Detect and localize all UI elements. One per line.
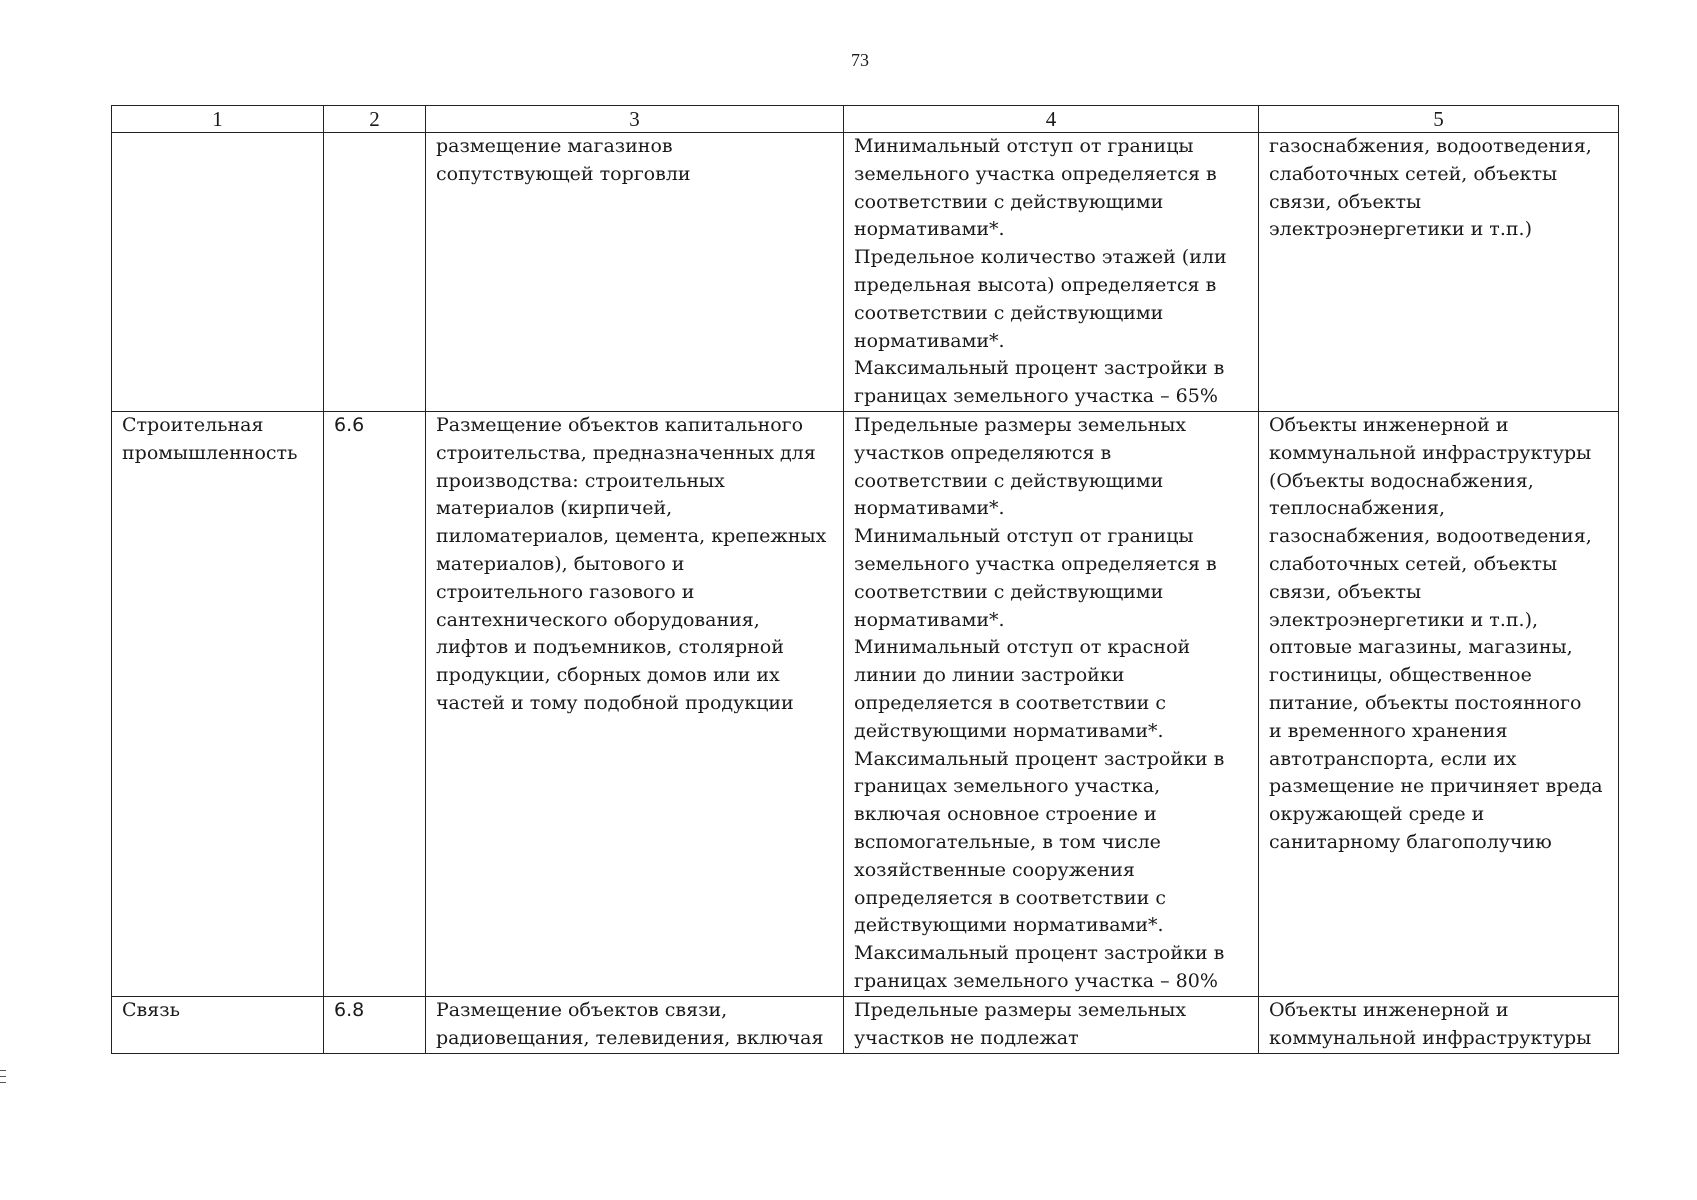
- cell-text-line: включая основное строение и: [854, 803, 1157, 826]
- auxiliary-uses-cell: [1259, 997, 1619, 1054]
- cell-text-line: питание, объекты постоянного: [1269, 691, 1582, 714]
- cell-text-line: земельного участка определяется в: [854, 552, 1217, 575]
- header-col-3: 3: [426, 106, 844, 133]
- cell-text-line: оптовые магазины, магазины,: [1269, 636, 1573, 659]
- cell-text-line: Предельные размеры земельных: [854, 999, 1187, 1021]
- page-number: 73: [851, 50, 869, 70]
- cell-text-line: соответствии с действующими: [854, 301, 1164, 324]
- cell-text-line: электроэнергетики и т.п.): [1269, 218, 1532, 241]
- scan-edge-marks: [0, 1070, 6, 1100]
- use-code-cell: [324, 997, 426, 1054]
- cell-text-line: автотранспорта, если их: [1269, 747, 1517, 770]
- cell-text-line: линии до линии застройки: [854, 664, 1125, 687]
- cell-text-line: производства: строительных: [436, 469, 725, 492]
- use-name-cell: [112, 412, 324, 997]
- cell-text-line: Предельные размеры земельных: [854, 414, 1187, 436]
- use-name-cell: [112, 997, 324, 1054]
- cell-text-line: связи, объекты: [1269, 580, 1422, 603]
- cell-text-line: слаботочных сетей, объекты: [1269, 162, 1558, 185]
- cell-text-line: определяется в соответствии с: [854, 691, 1167, 714]
- cell-text-line: Максимальный процент застройки в: [854, 747, 1225, 770]
- auxiliary-uses-cell: [1259, 133, 1619, 412]
- cell-text-line: газоснабжения, водоотведения,: [1269, 135, 1592, 157]
- table-row: [112, 997, 1619, 1054]
- cell-text-line: участков определяются в: [854, 441, 1112, 464]
- cell-text-line: окружающей среде и: [1269, 803, 1485, 826]
- cell-text-line: Строительная: [122, 414, 264, 436]
- cell-text-line: нормативами*.: [854, 497, 1005, 520]
- cell-text-line: сопутствующей торговли: [436, 162, 691, 185]
- cell-text-line: связи, объекты: [1269, 190, 1422, 213]
- scan-mark: [0, 1076, 6, 1077]
- cell-text-line: Размещение объектов капитального: [436, 414, 804, 436]
- parameters-cell: [844, 133, 1259, 412]
- cell-text-line: электроэнергетики и т.п.),: [1269, 608, 1539, 631]
- cell-text-line: определяется в соответствии с: [854, 886, 1167, 909]
- cell-text-line: размещение магазинов: [436, 135, 673, 157]
- cell-text-line: Размещение объектов связи,: [436, 999, 728, 1021]
- use-code: 6.6: [334, 414, 365, 436]
- cell-text-line: Связь: [122, 999, 180, 1021]
- header-col-1: 1: [112, 106, 324, 133]
- parameters-cell: [844, 997, 1259, 1054]
- cell-text-line: и временного хранения: [1269, 719, 1508, 742]
- table-row: [112, 412, 1619, 997]
- cell-text-line: промышленность: [122, 441, 298, 464]
- cell-text-line: действующими нормативами*.: [854, 914, 1164, 937]
- use-code: 6.8: [334, 999, 365, 1021]
- cell-text-line: действующими нормативами*.: [854, 719, 1164, 742]
- cell-text-line: Минимальный отступ от границы: [854, 135, 1194, 157]
- use-description-cell: [426, 997, 844, 1054]
- cell-text-line: границах земельного участка – 80%: [854, 969, 1218, 992]
- cell-text-line: соответствии с действующими: [854, 469, 1164, 492]
- cell-text-line: нормативами*.: [854, 329, 1005, 352]
- header-col-2: 2: [324, 106, 426, 133]
- cell-text-line: соответствии с действующими: [854, 580, 1164, 603]
- cell-text-line: хозяйственные сооружения: [854, 858, 1135, 881]
- cell-text-line: строительства, предназначенных для: [436, 441, 816, 464]
- cell-text-line: газоснабжения, водоотведения,: [1269, 525, 1592, 548]
- table-row: [112, 133, 1619, 412]
- cell-text-line: радиовещания, телевидения, включая: [436, 1026, 824, 1049]
- cell-text-line: слаботочных сетей, объекты: [1269, 552, 1558, 575]
- cell-text-line: санитарному благополучию: [1269, 830, 1552, 853]
- cell-text-line: сантехнического оборудования,: [436, 608, 760, 631]
- header-col-4: 4: [844, 106, 1259, 133]
- cell-text-line: Объекты инженерной и: [1269, 414, 1509, 436]
- cell-text-line: материалов (кирпичей,: [436, 497, 673, 520]
- cell-text-line: границах земельного участка – 65%: [854, 385, 1218, 408]
- cell-text-line: предельная высота) определяется в: [854, 273, 1217, 296]
- use-code-cell: [324, 133, 426, 412]
- cell-text-line: Максимальный процент застройки в: [854, 357, 1225, 380]
- scan-mark: [0, 1070, 6, 1071]
- cell-text-line: Объекты инженерной и: [1269, 999, 1509, 1021]
- cell-text-line: коммунальной инфраструктуры: [1269, 1026, 1592, 1049]
- cell-text-line: (Объекты водоснабжения,: [1269, 469, 1534, 492]
- cell-text-line: гостиницы, общественное: [1269, 664, 1532, 687]
- cell-text-line: границах земельного участка,: [854, 775, 1161, 798]
- cell-text-line: коммунальной инфраструктуры: [1269, 441, 1592, 464]
- use-code-cell: [324, 412, 426, 997]
- cell-text-line: пиломатериалов, цемента, крепежных: [436, 525, 827, 548]
- cell-text-line: вспомогательные, в том числе: [854, 830, 1161, 853]
- scan-mark: [0, 1082, 6, 1083]
- cell-text-line: Минимальный отступ от границы: [854, 525, 1194, 548]
- auxiliary-uses-cell: [1259, 412, 1619, 997]
- cell-text-line: Минимальный отступ от красной: [854, 636, 1191, 659]
- zoning-regulations-table: [111, 105, 1619, 1054]
- cell-text-line: частей и тому подобной продукции: [436, 691, 794, 714]
- cell-text-line: продукции, сборных домов или их: [436, 664, 780, 687]
- parameters-cell: [844, 412, 1259, 997]
- cell-text-line: строительного газового и: [436, 580, 695, 603]
- header-col-5: 5: [1259, 106, 1619, 133]
- cell-text-line: Предельное количество этажей (или: [854, 246, 1227, 269]
- cell-text-line: нормативами*.: [854, 608, 1005, 631]
- cell-text-line: земельного участка определяется в: [854, 162, 1217, 185]
- cell-text-line: размещение не причиняет вреда: [1269, 775, 1603, 798]
- cell-text-line: нормативами*.: [854, 218, 1005, 241]
- cell-text-line: теплоснабжения,: [1269, 497, 1446, 520]
- cell-text-line: лифтов и подъемников, столярной: [436, 636, 784, 659]
- table-header-row: [112, 106, 1619, 133]
- use-name-cell: [112, 133, 324, 412]
- cell-text-line: соответствии с действующими: [854, 190, 1164, 213]
- cell-text-line: участков не подлежат: [854, 1026, 1079, 1049]
- cell-text-line: Максимальный процент застройки в: [854, 942, 1225, 965]
- use-description-cell: [426, 133, 844, 412]
- use-description-cell: [426, 412, 844, 997]
- cell-text-line: материалов), бытового и: [436, 552, 685, 575]
